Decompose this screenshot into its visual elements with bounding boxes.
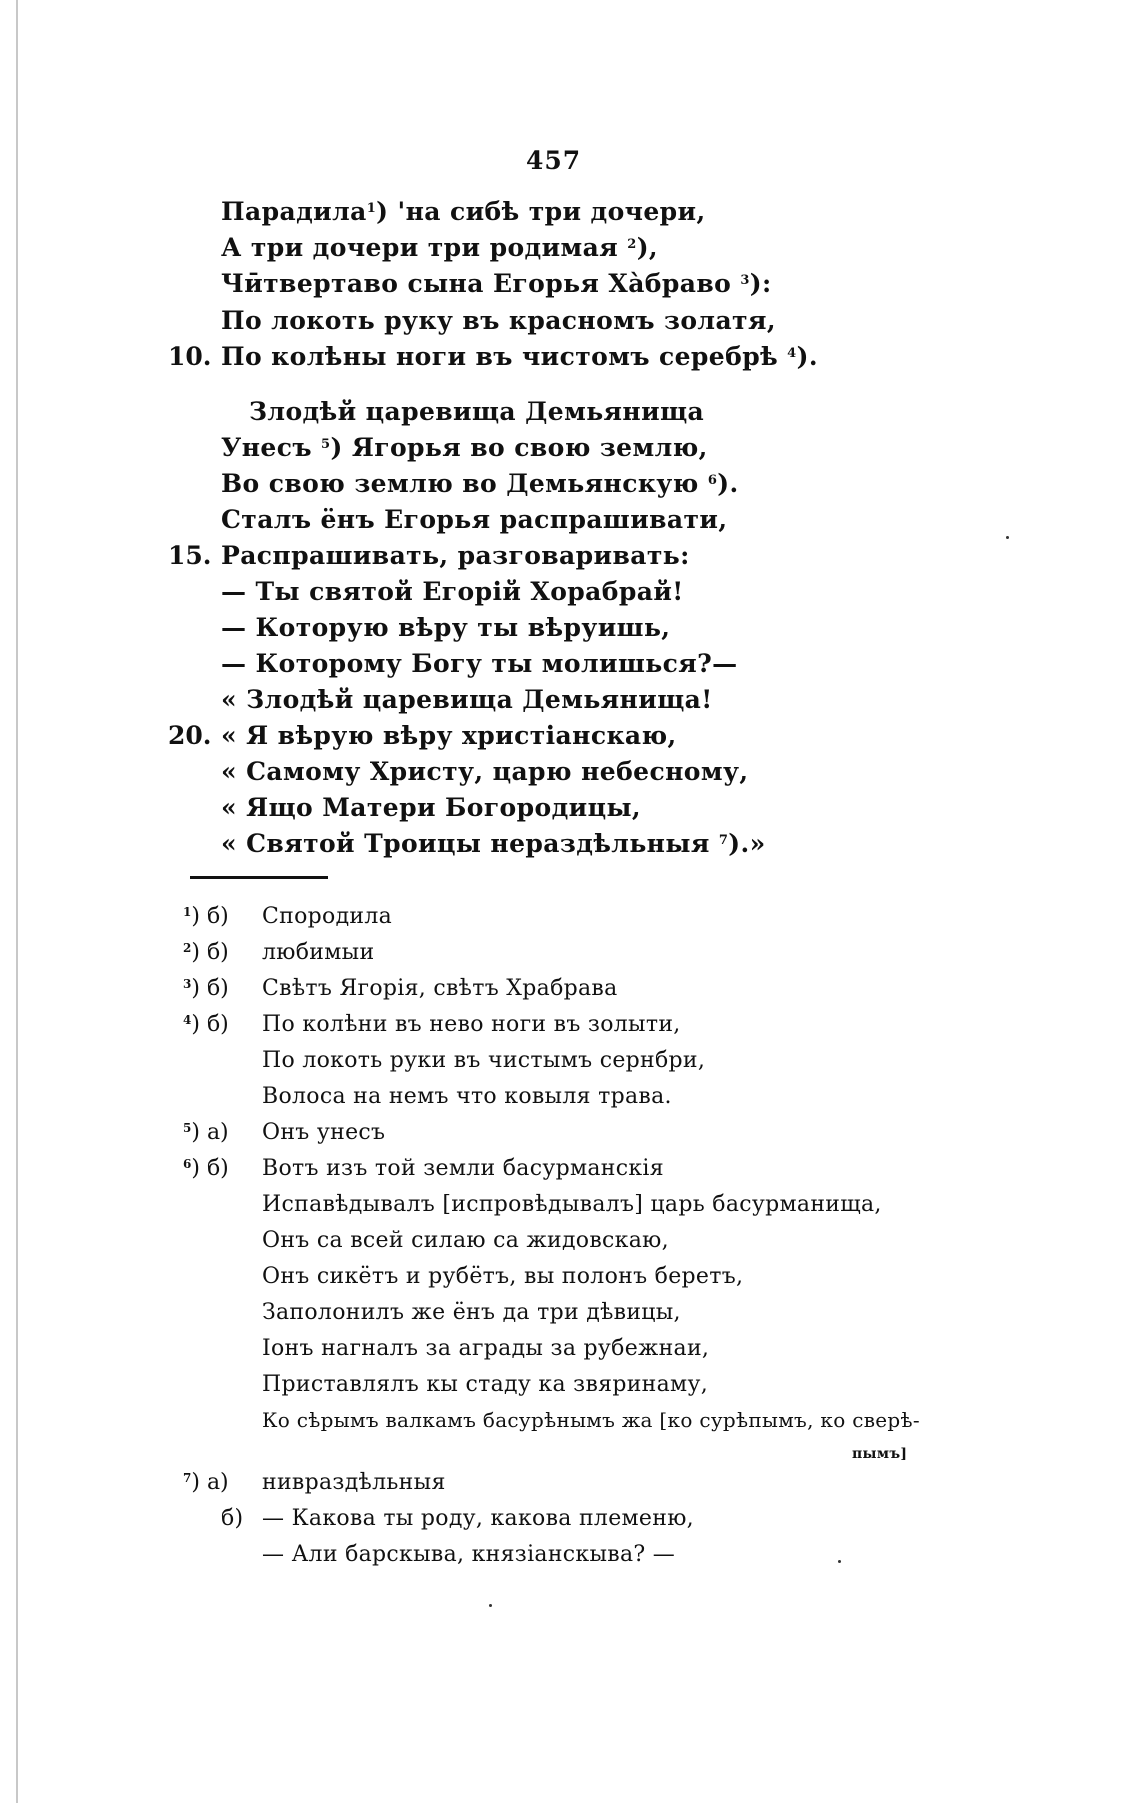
poem-line: Распрашивать, разговаривать:	[221, 541, 690, 570]
footnote-text: Приставлялъ кы стаду ка звяринаму,	[262, 1372, 708, 1397]
footnote-text: Спородила	[262, 904, 393, 929]
line-number: 15.	[168, 541, 212, 570]
footnote-marker: $^2$) б)	[183, 940, 229, 965]
footnote-text: любимыи	[262, 940, 375, 965]
footnote-text: Онъ са всей силаю са жидовскаю,	[262, 1228, 669, 1253]
poem-line: Злодѣй царевища Демьянища	[249, 397, 705, 426]
poem-line: « Ящо Матери Богородицы,	[221, 793, 642, 822]
footnote-text: Онъ унесъ	[262, 1120, 386, 1145]
poem-line: А три дочери три родимая $^2$),	[221, 233, 659, 262]
poem-line: « Святой Троицы нераздѣльныя $^7$).»	[221, 829, 766, 858]
footnote-marker: $^3$) б)	[183, 976, 229, 1001]
footnote-marker: $^6$) б)	[183, 1156, 229, 1181]
poem-line: Унесъ $^5$) Ягорья во свою землю,	[221, 433, 708, 462]
footnote-marker: б)	[221, 1506, 244, 1531]
footnote-text: Онъ сикётъ и рубётъ, вы полонъ беретъ,	[262, 1264, 744, 1289]
footnote-rule	[190, 876, 328, 879]
footnote-text: — Али барскыва, князіанскыва? —	[262, 1542, 676, 1567]
speck	[489, 1604, 492, 1607]
footnote-text: Свѣтъ Ягорія, свѣтъ Храбрава	[262, 976, 618, 1001]
line-number: 10.	[168, 342, 212, 371]
footnote-marker: $^5$) а)	[183, 1120, 229, 1145]
footnote-text: пымъ]	[852, 1446, 908, 1462]
poem-line: По колѣны ноги въ чистомъ серебрѣ $^4$).	[221, 342, 818, 371]
poem-line: « Злодѣй царевища Демьянища!	[221, 685, 713, 714]
page-edge	[16, 0, 18, 1803]
footnote-text: Вотъ изъ той земли басурманскія	[262, 1156, 664, 1181]
footnote-marker: $^4$) б)	[183, 1012, 229, 1037]
poem-line: « Я вѣрую вѣру христіанскаю,	[221, 721, 677, 750]
footnote-text: — Какова ты роду, какова племеню,	[262, 1506, 694, 1531]
footnote-text: нивраздѣльныя	[262, 1470, 446, 1495]
speck	[1006, 536, 1009, 539]
footnote-text: По локоть руки въ чистымъ сернбри,	[262, 1048, 706, 1073]
poem-line: Сталъ ёнъ Егорья распрашивати,	[221, 505, 728, 534]
poem-line: По локоть руку въ красномъ золатя,	[221, 306, 776, 335]
poem-line: « Самому Христу, царю небесному,	[221, 757, 749, 786]
footnote-marker: $^1$) б)	[183, 904, 229, 929]
poem-line: — Которую вѣру ты вѣруишь,	[221, 613, 671, 642]
page-number: 457	[526, 146, 582, 175]
footnote-text: Заполонилъ же ёнъ да три дѣвицы,	[262, 1300, 681, 1325]
footnote-text: Испавѣдывалъ [испровѣдывалъ] царь басурманища,	[262, 1192, 882, 1217]
footnote-text: Волоса на немъ что ковыля трава.	[262, 1084, 672, 1109]
poem-line: Во свою землю во Демьянскую $^6$).	[221, 469, 739, 498]
poem-line: Парадила$^1$) 'на сибѣ три дочери,	[221, 197, 706, 226]
footnote-text: Іонъ нагналъ за аграды за рубежнаи,	[262, 1336, 710, 1361]
poem-line: — Которому Богу ты молишься?—	[221, 649, 738, 678]
footnote-text: По колѣни въ нево ноги въ золыти,	[262, 1012, 681, 1037]
line-number: 20.	[168, 721, 212, 750]
poem-line: — Ты святой Егорій Хорабрай!	[221, 577, 684, 606]
speck	[838, 1560, 841, 1563]
poem-line: Чӣтвертаво сына Егорья Ха̀бравo $^3$):	[221, 269, 772, 298]
footnote-text: Ко сѣрымъ валкамъ басурѣнымъ жа [ко сурѣпымъ, ко сверѣ-	[262, 1408, 920, 1432]
footnote-marker: $^7$) а)	[183, 1470, 229, 1495]
